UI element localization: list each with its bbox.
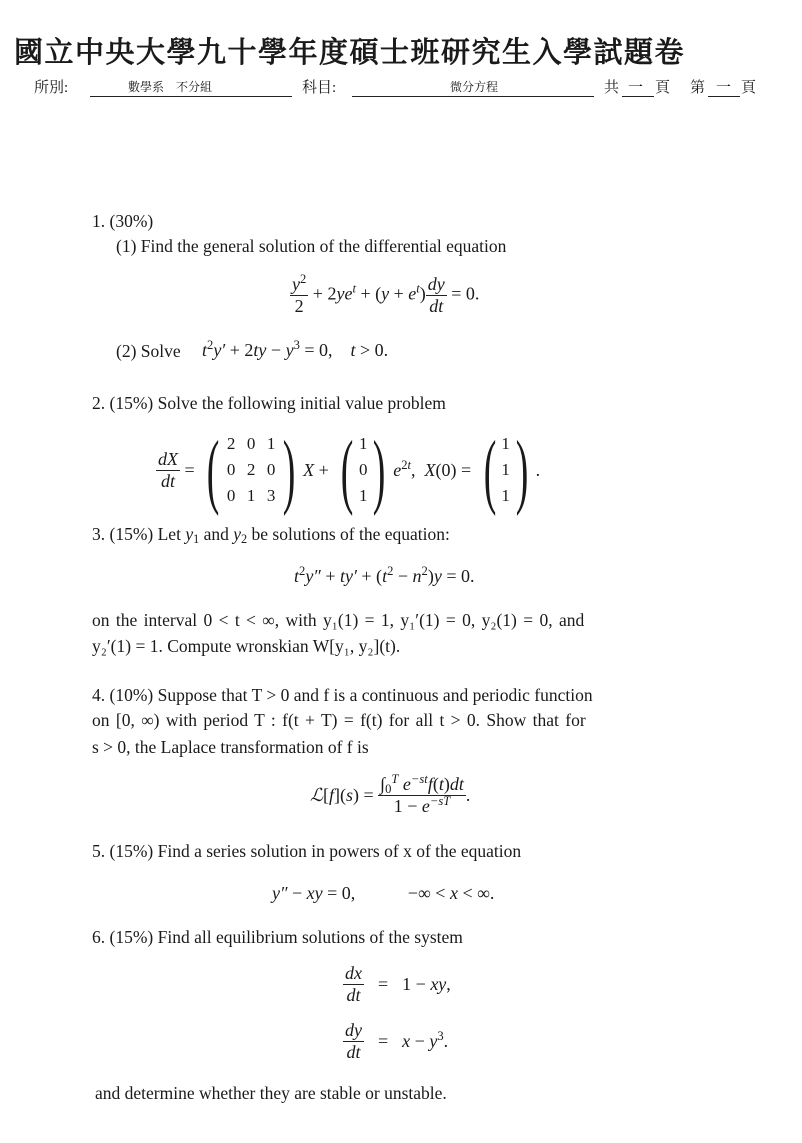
problem-3-head: 3. (15%) Let $y_1$ and $y_2$ be solutions of the equation: <box>92 524 450 547</box>
problem-3-line-2: on the interval 0 < t < ∞, with y₁(1) = 1, y₁′(1) = 0, y₂(1) = 0, and <box>92 610 585 630</box>
equation-3: $t^2y'' + ty' + (t^2 - n^2)y = 0$. <box>294 564 475 586</box>
problem-2-head: 2. (15%) Solve the following initial value problem <box>92 393 446 413</box>
subject-value: 微分方程 <box>450 80 499 94</box>
equation-2: $\frac{dX}{dt}$ = ( 2 0 1 0 2 0 0 1 3 ) X + ( 1 0 1 ) $e^{2t}$ , X (0) = ( 1 1 1 ) . <box>158 423 541 517</box>
total-pages: 一 <box>628 80 644 96</box>
equation-5: y″ − xy = 0, −∞ < x < ∞. <box>272 883 495 903</box>
exam-title: 國立中央大學九十學年度碩士班研究生入學試題卷 <box>14 35 686 69</box>
equation-6a: $\frac{dx}{dt}$ = 1 − xy, <box>345 963 451 1005</box>
page-word-2: 頁 <box>741 80 757 96</box>
dept-label: 所別: <box>34 80 69 96</box>
problem-6-head: 6. (15%) Find all equilibrium solutions of the system <box>92 927 463 947</box>
problem-4-line-2: on [0, ∞) with period T : f(t + T) = f(t) for all t > 0. Show that for <box>92 710 586 730</box>
equation-1: $\frac{y^2}{2}$ + $2ye^t + (y + e^t)$ $\frac{dy}{dt}$ = 0. <box>292 272 480 316</box>
equation-6b: $\frac{dy}{dt}$ = $x - y^3$. <box>345 1020 449 1062</box>
problem-5-head: 5. (15%) Find a series solution in powers of x of the equation <box>92 841 522 861</box>
problem-3-head-text: 3. (15%) Let <box>92 524 181 544</box>
problem-3-line-3: y₂′(1) = 1. Compute wronskian W[y₁, y₂](t). <box>92 636 401 656</box>
total-pages-prefix: 共 <box>604 80 620 96</box>
problem-6-tail: and determine whether they are stable or unstable. <box>95 1083 447 1103</box>
page-word: 頁 <box>655 80 671 96</box>
problem-4-line-1: 4. (10%) Suppose that T > 0 and f is a continuous and periodic function <box>92 685 593 705</box>
dept-underline <box>90 96 292 97</box>
problem-1-part-2-lead: (2) Solve <box>116 341 181 361</box>
equation-1b: $t^2y' + 2ty - y^3 = 0$, t > 0. <box>202 338 389 360</box>
page-no-underline <box>708 96 740 97</box>
problem-4-line-3: s > 0, the Laplace transformation of f is <box>92 737 369 757</box>
total-pages-underline <box>622 96 654 97</box>
equation-4: ℒ [ f ]( s ) = $\frac{\int_0^T e^{-st}f(t)dt}{1 - e^{-sT}}$ . <box>310 772 471 816</box>
problem-1-head: 1. (30%) <box>92 211 154 231</box>
dept-value: 數學系 不分組 <box>128 80 213 94</box>
subject-label: 科目: <box>302 80 337 96</box>
subject-underline <box>352 96 594 97</box>
page-no: 一 <box>716 80 732 96</box>
problem-1-part-1: (1) Find the general solution of the differential equation <box>116 236 507 256</box>
page-no-prefix: 第 <box>690 80 706 96</box>
